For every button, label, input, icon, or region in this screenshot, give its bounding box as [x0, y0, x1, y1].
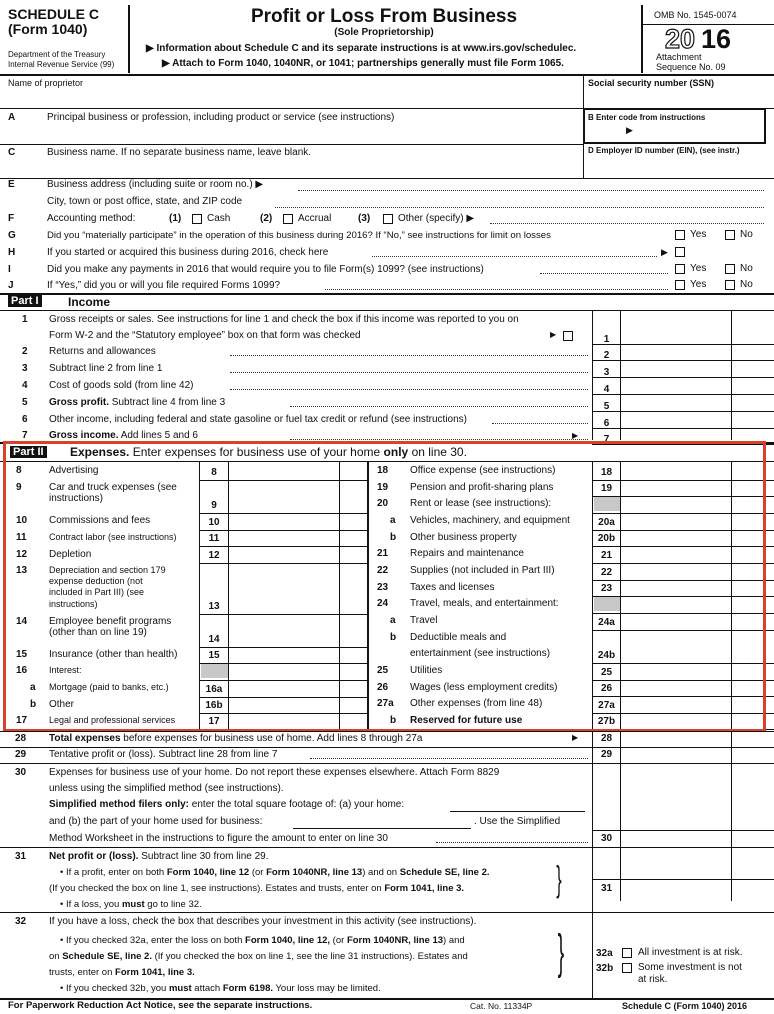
line-b-num: b [390, 715, 397, 726]
line-5-rest: Subtract line 4 from line 3 [111, 397, 226, 408]
line-a-num: a [390, 515, 396, 526]
line-11-num: 11 [16, 532, 27, 543]
leader-dots [436, 842, 588, 843]
line-e-text: Business address (including suite or room no.) ▶ [47, 179, 264, 190]
brace-icon: } [556, 858, 562, 899]
line-19-num: 19 [377, 482, 389, 493]
some-not-at-risk-label: Some investment is not [638, 962, 742, 973]
line-b-text: Deductible meals and [410, 632, 507, 643]
cash-checkbox[interactable] [192, 214, 202, 224]
line-15-text: Insurance (other than health) [49, 649, 178, 660]
line-17-text: Legal and professional services [49, 715, 176, 725]
line-31-amount[interactable] [621, 880, 731, 897]
line-j-letter: J [8, 280, 14, 291]
line-j-text: If “Yes,” did you or will you file required Forms 1099? [47, 280, 281, 291]
part-2-title-rest: Enter expenses for business use of your home [132, 445, 381, 459]
line-2-num: 2 [22, 346, 28, 357]
t: Form 6198. [222, 983, 273, 994]
line-6-box: 6 [603, 418, 610, 429]
line-22-box: 22 [600, 567, 613, 578]
line-4-text: Cost of goods sold (from line 42) [49, 380, 194, 391]
line-31-rest: Subtract line 30 from line 29. [141, 851, 269, 862]
line-24b-box: 24b [597, 650, 616, 661]
line-14-num: 14 [16, 616, 28, 627]
form-subtitle: (Sole Proprietorship) [334, 27, 434, 38]
line-28-text [49, 733, 422, 744]
statutory-employee-checkbox[interactable] [563, 331, 573, 341]
line-20-num: 20 [377, 498, 389, 509]
line-17-num: 17 [16, 715, 28, 726]
footer-cat-number: Cat. No. 11334P [470, 1001, 533, 1011]
t: Form 1040, line 12 [166, 867, 250, 878]
line-32-text: If you have a loss, check the box that describes your investment in this activity (see instructions). [49, 916, 477, 927]
line-31-text [49, 851, 269, 862]
t: (or [332, 935, 345, 946]
line-5-text [49, 397, 225, 408]
line-28-box: 28 [600, 733, 613, 744]
line-13-text3: included in Part III) (see [49, 587, 145, 597]
footer-form-name: Schedule C (Form 1040) 2016 [622, 1001, 748, 1011]
line-25-num: 25 [377, 665, 389, 676]
form-title: Profit or Loss From Business [250, 6, 518, 27]
row-rule [592, 377, 774, 378]
line-30-num: 30 [15, 767, 27, 778]
city-field[interactable] [275, 207, 764, 208]
line-3-num: 3 [22, 363, 28, 374]
line-f-letter: F [8, 213, 15, 224]
line-32b-label: 32b [596, 963, 614, 974]
some-not-at-risk-checkbox[interactable] [622, 963, 632, 973]
address-field[interactable] [298, 190, 764, 191]
dept-line1: Department of the Treasury [8, 50, 106, 59]
line-29-text: Tentative profit or (loss). Subtract line 28 from line 7 [49, 749, 278, 760]
line-30-text3 [49, 799, 404, 810]
attachment-label: Attachment [656, 52, 702, 62]
line-20a-box: 20a [598, 517, 615, 528]
t: • If a loss, you [60, 899, 120, 910]
line-7-text [49, 430, 198, 441]
line-5-amount[interactable] [621, 396, 731, 411]
line-32-bullet1 [60, 935, 465, 946]
line-8-text: Advertising [49, 465, 99, 476]
t: Your loss may be limited. [275, 983, 381, 994]
ssn-label: Social security number (SSN) [588, 78, 715, 88]
line-4-amount[interactable] [621, 379, 731, 394]
row-rule [592, 394, 774, 395]
line-30-box: 30 [600, 833, 613, 844]
line-14-text: Employee benefit programs [49, 616, 172, 627]
line-1-amount[interactable] [621, 329, 731, 344]
line-5-num: 5 [22, 397, 28, 408]
part-1-label: Part I [8, 295, 42, 307]
line-7-bold: Gross income. [49, 430, 119, 441]
j-no-checkbox[interactable] [725, 280, 735, 290]
line-3-text: Subtract line 2 from line 1 [49, 363, 163, 374]
other-method-label: Other (specify) ▶ [398, 213, 475, 224]
leader-dots [290, 439, 588, 440]
dept-line2: Internal Revenue Service (99) [8, 60, 115, 69]
line-29-box: 29 [600, 749, 613, 760]
line-g-text: Did you “materially participate” in the operation of this business during 2016? If “No,” see instructions for limit on losses [47, 230, 551, 241]
g-no-label: No [740, 229, 753, 240]
line-31-bullet1 [60, 867, 490, 878]
line-30-text1: Expenses for business use of your home. Do not report these expenses elsewhere. Attach Form 8829 [49, 767, 500, 778]
line-23-num: 23 [377, 582, 389, 593]
line-26-num: 26 [377, 682, 389, 693]
t: Schedule SE, line 2. [62, 951, 152, 962]
arrow-icon: ▶ [661, 247, 668, 257]
j-yes-label: Yes [690, 279, 707, 290]
i-no-label: No [740, 263, 753, 274]
line-f-text: Accounting method: [47, 213, 136, 224]
line-16-text: Interest: [49, 665, 82, 675]
line-h-letter: H [8, 247, 16, 258]
arrow-icon: ▶ [626, 125, 633, 135]
line-20-text: Rent or lease (see instructions): [410, 498, 552, 509]
line-1-num: 1 [22, 314, 28, 325]
line-24a-box: 24a [598, 617, 615, 628]
t: (If you checked the box on line 1, see instructions). Estates and trusts, enter on [49, 883, 382, 894]
line-22-text: Supplies (not included in Part III) [410, 565, 555, 576]
some-not-at-risk-label2: at risk. [638, 974, 668, 985]
line-30-rest3: enter the total square footage of: (a) your home: [191, 799, 405, 810]
accrual-checkbox[interactable] [283, 214, 293, 224]
line-28-rest: before expenses for business use of home. Add lines 8 through 27a [123, 733, 423, 744]
proprietor-name-label: Name of proprietor [8, 78, 84, 88]
brace-icon: } [557, 926, 565, 979]
line-6-text: Other income, including federal and state gasoline or fuel tax credit or refund (see instructions) [49, 414, 467, 425]
line-25-text: Utilities [410, 665, 443, 676]
line-b-num: b [30, 699, 37, 710]
row-rule [592, 360, 774, 361]
cash-option-num: (1) [169, 213, 182, 224]
t: (If you checked the box on line 1, see the line 31 instructions). Estates and [154, 951, 468, 962]
leader-dots [230, 355, 588, 356]
line-2-box: 2 [603, 350, 610, 361]
line-4-num: 4 [22, 380, 28, 391]
line-3-box: 3 [603, 367, 610, 378]
line-a-text: Vehicles, machinery, and equipment [410, 515, 570, 526]
home-sqft-field[interactable] [450, 811, 585, 812]
t: Form 1041, line 3. [384, 883, 465, 894]
t: attach [194, 983, 221, 994]
line-9-box: 9 [211, 500, 217, 511]
line-7-box: 7 [603, 434, 610, 445]
line-32-num: 32 [15, 916, 27, 927]
line-24-num: 24 [377, 598, 389, 609]
line-31-num: 31 [15, 851, 27, 862]
arrow-icon: ▶ [550, 330, 557, 339]
line-16b-box: 16b [205, 700, 223, 711]
line-8-num: 8 [16, 465, 22, 476]
line-31-bold: Net profit or (loss). [49, 851, 139, 862]
line-5-box: 5 [603, 401, 610, 412]
line-13-box: 13 [208, 601, 220, 612]
line-a-text: Travel [410, 615, 438, 626]
line-h-text: If you started or acquired this business during 2016, check here [47, 247, 329, 258]
j-yes-checkbox[interactable] [675, 280, 685, 290]
line-17-box: 17 [208, 716, 220, 727]
line-11-box: 11 [208, 533, 220, 544]
line-2-text: Returns and allowances [49, 346, 156, 357]
highlight-box [3, 441, 766, 732]
line-27a-box: 27a [598, 700, 615, 711]
line-1-text2: Form W-2 and the “Statutory employee” box on that form was checked [49, 330, 361, 341]
line-21-box: 21 [600, 550, 613, 561]
line-12-text: Depletion [49, 549, 92, 560]
line-28-bold: Total expenses [49, 733, 121, 744]
part-2-label: Part II [10, 446, 47, 458]
line-b-text: Other business property [410, 532, 517, 543]
leader-dots [290, 406, 588, 407]
accrual-label: Accrual [298, 213, 332, 224]
line-7-rest: Add lines 5 and 6 [120, 430, 198, 441]
arrow-icon: ▶ [572, 733, 579, 742]
line-32-bullet1c [49, 967, 195, 978]
line-29-num: 29 [15, 749, 27, 760]
line-5-bold: Gross profit. [49, 397, 110, 408]
leader-dots [492, 423, 588, 424]
cash-label: Cash [207, 213, 231, 224]
t: • If you checked 32a, enter the loss on both [60, 935, 243, 946]
part-2-title-end: on line 30. [411, 445, 467, 459]
line-e-letter: E [8, 179, 15, 190]
part-2-title-bold: Expenses. [70, 445, 130, 459]
line-21-text: Repairs and maintenance [410, 548, 524, 559]
line-31-box: 31 [600, 883, 613, 894]
line-14-box: 14 [208, 634, 220, 645]
line-3-amount[interactable] [621, 362, 731, 377]
line-30-text2: unless using the simplified method (see instructions). [49, 783, 284, 794]
other-method-field[interactable] [490, 223, 764, 224]
line-30-text4: and (b) the part of your home used for business: [49, 816, 263, 827]
line-26-box: 26 [600, 683, 613, 694]
line-1-text: Gross receipts or sales. See instructions for line 1 and check the box if this income was reported to you on [49, 314, 519, 325]
accrual-option-num: (2) [260, 213, 273, 224]
line-29-amount[interactable] [621, 748, 731, 763]
line-27b-box: 27b [597, 716, 616, 727]
line-31-bullet1b [49, 883, 464, 894]
line-28-num: 28 [15, 733, 27, 744]
line-18-box: 18 [600, 467, 613, 478]
line-i-letter: I [8, 264, 11, 275]
part-2-title-only: only [383, 445, 409, 459]
line-a-num: a [30, 682, 36, 693]
line-13-num: 13 [16, 565, 28, 576]
line-12-box: 12 [208, 550, 220, 561]
line-14-text2: (other than on line 19) [49, 627, 147, 638]
line-19-text: Pension and profit-sharing plans [410, 482, 554, 493]
line-4-box: 4 [603, 384, 610, 395]
line-16-num: 16 [16, 665, 28, 676]
g-no-checkbox[interactable] [725, 230, 735, 240]
line-30-amount[interactable] [621, 830, 731, 846]
line-b-text: Reserved for future use [410, 715, 523, 726]
sequence-number: Sequence No. 09 [656, 62, 726, 72]
t: (or [251, 867, 264, 878]
t: must [121, 899, 145, 910]
t: Form 1040NR, line 13 [346, 935, 444, 946]
line-11-text: Contract labor (see instructions) [49, 532, 177, 542]
line-30-text5: Method Worksheet in the instructions to figure the amount to enter on line 30 [49, 833, 388, 844]
line-23-box: 23 [600, 583, 613, 594]
line-19-box: 19 [600, 483, 613, 494]
line-13-text4: instructions) [49, 599, 98, 609]
line-a-num: a [390, 615, 396, 626]
line-32-bullet1b [49, 951, 468, 962]
line-20b-box: 20b [597, 533, 616, 544]
line-32a-label: 32a [596, 948, 613, 959]
ein-label: D Employer ID number (EIN), (see instr.) [588, 146, 740, 155]
t: • If a profit, enter on both [60, 867, 165, 878]
line-22-num: 22 [377, 565, 389, 576]
line-1-box: 1 [603, 334, 610, 345]
omb-number: OMB No. 1545-0074 [654, 10, 737, 20]
other-option-num: (3) [358, 213, 371, 224]
t: go to line 32. [147, 899, 202, 910]
line-6-amount[interactable] [621, 413, 731, 428]
line-i-text: Did you make any payments in 2016 that would require you to file Form(s) 1099? (see instructions) [47, 264, 484, 275]
t: Schedule SE, line 2. [399, 867, 490, 878]
business-code-label: B Enter code from instructions [588, 113, 706, 122]
leader-dots [325, 289, 668, 290]
g-yes-label: Yes [690, 229, 707, 240]
h-checkbox[interactable] [675, 247, 685, 257]
leader-dots [310, 758, 588, 759]
line-9-text: Car and truck expenses (see [49, 482, 177, 493]
leader-dots [230, 389, 588, 390]
footer-paperwork-notice: For Paperwork Reduction Act Notice, see the separate instructions. [8, 1000, 313, 1011]
line-32-bullet2 [60, 983, 381, 994]
line-21-num: 21 [377, 548, 389, 559]
part-1-title: Income [68, 295, 111, 309]
line-10-num: 10 [16, 515, 28, 526]
line-15-num: 15 [16, 649, 28, 660]
other-method-checkbox[interactable] [383, 214, 393, 224]
line-18-num: 18 [377, 465, 389, 476]
line-2-amount[interactable] [621, 345, 731, 360]
leader-dots [372, 256, 657, 257]
year-bold: 16 [701, 24, 732, 54]
year-outline: 20 [665, 24, 696, 54]
line-30-text4b: . Use the Simplified [474, 816, 561, 827]
line-27a-num: 27a [377, 698, 394, 709]
t: must [168, 983, 192, 994]
i-yes-checkbox[interactable] [675, 264, 685, 274]
line-24-text: Travel, meals, and entertainment: [410, 598, 559, 609]
t: ) and on [362, 867, 398, 878]
line-g-letter: G [8, 230, 16, 241]
schedule-name: SCHEDULE C [8, 6, 100, 22]
line-18-text: Office expense (see instructions) [410, 465, 556, 476]
line-a-text: Principal business or profession, including product or service (see instructions) [47, 112, 395, 123]
leader-dots [230, 372, 588, 373]
line-10-box: 10 [208, 517, 220, 528]
line-7-num: 7 [22, 430, 28, 441]
arrow-icon: ▶ [572, 431, 579, 440]
line-25-box: 25 [600, 667, 613, 678]
line-a-text: Mortgage (paid to banks, etc.) [49, 682, 169, 692]
t: ) and [443, 935, 465, 946]
line-c-letter: C [8, 147, 16, 158]
business-sqft-field[interactable] [293, 828, 471, 829]
line-9-num: 9 [16, 482, 22, 493]
j-no-label: No [740, 279, 753, 290]
line-12-num: 12 [16, 549, 28, 560]
t: Form 1040, line 12, [245, 935, 331, 946]
t: Form 1041, line 3. [115, 967, 195, 978]
line-15-box: 15 [208, 650, 220, 661]
i-yes-label: Yes [690, 263, 707, 274]
line-27a-text: Other expenses (from line 48) [410, 698, 543, 709]
row-rule [592, 411, 774, 412]
line-a-letter: A [8, 112, 16, 123]
info-line-2: ▶ Attach to Form 1040, 1040NR, or 1041; partnerships generally must file Form 1065. [162, 58, 564, 69]
leader-dots [540, 273, 668, 274]
all-at-risk-checkbox[interactable] [622, 948, 632, 958]
line-10-text: Commissions and fees [49, 515, 151, 526]
line-9-text2: instructions) [49, 493, 103, 504]
line-8-box: 8 [211, 467, 217, 478]
t: Form 1040NR, line 13 [266, 867, 363, 878]
t: • If you checked 32b, you [60, 983, 167, 994]
t: on [49, 951, 60, 962]
line-c-text: Business name. If no separate business name, leave blank. [47, 147, 312, 158]
line-b-num: b [390, 632, 397, 643]
t: trusts, enter on [49, 967, 113, 978]
line-31-bullet2 [60, 899, 202, 910]
line-b-num: b [390, 532, 397, 543]
info-line-1: ▶ Information about Schedule C and its separate instructions is at www.irs.gov/schedulec. [146, 43, 577, 54]
line-b-text: Other [49, 699, 75, 710]
form-name: (Form 1040) [8, 21, 88, 37]
g-yes-checkbox[interactable] [675, 230, 685, 240]
line-13-text: Depreciation and section 179 [49, 565, 166, 575]
line-13-text2: expense deduction (not [49, 576, 143, 586]
line-16a-box: 16a [205, 684, 223, 695]
line-23-text: Taxes and licenses [410, 582, 495, 593]
i-no-checkbox[interactable] [725, 264, 735, 274]
line-30-bold3: Simplified method filers only: [49, 799, 190, 810]
line-28-amount[interactable] [621, 732, 731, 747]
line-6-num: 6 [22, 414, 28, 425]
all-at-risk-label: All investment is at risk. [638, 947, 743, 958]
line-b-text2: entertainment (see instructions) [410, 648, 551, 659]
line-26-text: Wages (less employment credits) [410, 682, 558, 693]
line-e-text2: City, town or post office, state, and ZIP code [47, 196, 243, 207]
